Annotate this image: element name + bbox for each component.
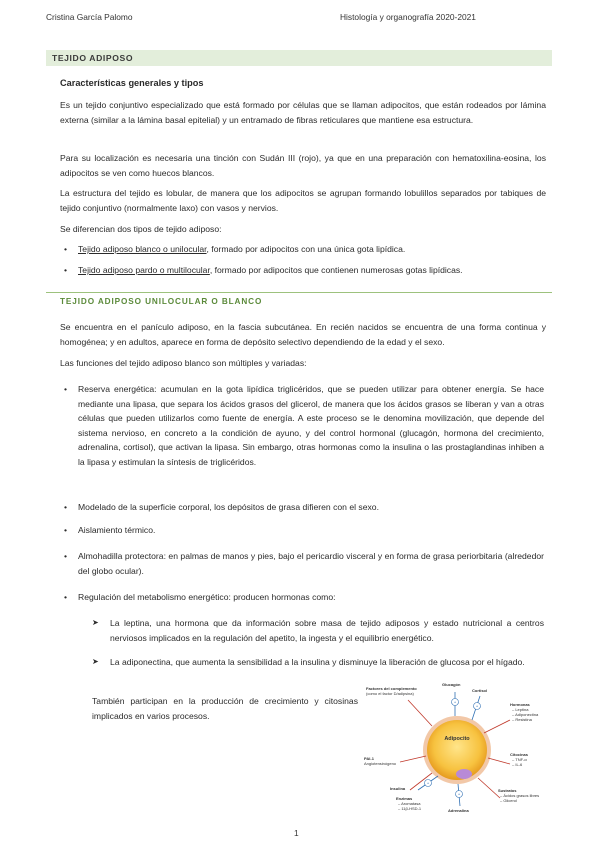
also-paragraph: También participan en la producción de crecimiento y citosinas implicados en varios procesos. xyxy=(92,696,358,721)
arrowhead-icon: ➤ xyxy=(92,618,99,627)
type-item xyxy=(64,263,544,278)
type-name: Tejido adiposo pardo o multilocular xyxy=(78,265,210,275)
arrowhead-icon: ➤ xyxy=(92,657,99,666)
label-hormonas: Hormonas xyxy=(510,702,530,707)
label-sustratos: Sustratos xyxy=(498,788,517,793)
type-item xyxy=(64,242,544,257)
intro-paragraph: Para su localización es necesaria una tinción con Sudán III (rojo), ya que en una preparación con hematoxilina-eosina, los adipocitos se ven como huecos blancos. xyxy=(60,153,546,178)
section-divider xyxy=(46,292,552,293)
section-title: TEJIDO ADIPOSO xyxy=(52,53,134,63)
plus-icon: + xyxy=(426,780,430,786)
figure-center-label: Adipocito xyxy=(444,736,470,742)
lipid-droplet xyxy=(427,720,487,780)
bullet-icon: • xyxy=(64,525,68,535)
hormone-item xyxy=(92,655,544,670)
function-item xyxy=(64,382,544,470)
unilocular-paragraph: Las funciones del tejido adiposo blanco son múltiples y variadas: xyxy=(60,358,307,368)
arrow-out xyxy=(478,778,500,798)
arrow-out xyxy=(408,700,432,726)
header-author: Cristina García Palomo xyxy=(46,12,133,22)
function-item xyxy=(64,590,544,605)
hormone-item xyxy=(92,616,544,645)
plus-icon: + xyxy=(475,703,479,709)
section-band xyxy=(46,50,552,66)
label-insulina: Insulina xyxy=(390,786,406,791)
arrow-out xyxy=(484,720,510,733)
function-text: Regulación del metabolismo energético: producen hormonas como: xyxy=(78,592,336,602)
adipocyte-figure xyxy=(360,678,550,816)
label-angio: Angiotensinógeno xyxy=(364,761,397,766)
intro-paragraph: La estructura del tejido es lobular, de manera que los adipocitos se agrupan formando lobulillos separados por tabiques de tejido conjuntivo (normalmente laxo) con vasos y nervios. xyxy=(60,188,546,213)
page-number: 1 xyxy=(294,828,299,838)
hormone-text: La adiponectina, que aumenta la sensibilidad a la insulina y disminuye la liberación de glucosa por el hígado. xyxy=(110,657,525,667)
unilocular-paragraph: Se encuentra en el panículo adiposo, en la fascia subcutánea. En recién nacidos se encuentra de una forma continua y homogénea; y en adultos, aparece en forma de depósito selectivo dependiendo de la edad y el sexo. xyxy=(60,322,546,347)
type-name: Tejido adiposo blanco o unilocular xyxy=(78,244,207,254)
bullet-icon: • xyxy=(64,551,68,561)
intro-paragraph: Es un tejido conjuntivo especializado que está formado por células que se llaman adipocitos, que están rodeados por lámina externa (similar a la lámina basal epitelial) y un entramado de fibras reticulares que mantiene esa estructura. xyxy=(60,100,546,125)
function-text: Modelado de la superficie corporal, los depósitos de grasa difieren con el sexo. xyxy=(78,502,379,512)
label-adrenalina: Adrenalina xyxy=(448,808,469,813)
arrow-out xyxy=(400,756,426,762)
plus-icon: + xyxy=(453,699,457,705)
function-text: Aislamiento térmico. xyxy=(78,525,156,535)
function-item xyxy=(64,500,544,515)
type-desc: , formado por adipocitos que contienen numerosas gotas lipídicas. xyxy=(209,265,463,275)
arrow-out xyxy=(488,758,510,764)
label-glucagon: Glucagón xyxy=(442,682,461,687)
subsection-title: TEJIDO ADIPOSO UNILOCULAR O BLANCO xyxy=(60,297,263,306)
label-h1: – Leptina xyxy=(512,707,529,712)
bullet-icon: • xyxy=(64,384,68,394)
label-pai: PAI-1 xyxy=(364,756,374,761)
label-e1: – Aromatasa xyxy=(398,801,421,806)
bullet-icon: • xyxy=(64,502,68,512)
function-item xyxy=(64,549,544,578)
label-s1: – Ácidos grasos libres xyxy=(500,793,540,798)
label-enzimas: Enzimas xyxy=(396,796,413,801)
bullet-icon: • xyxy=(64,265,68,275)
nucleus xyxy=(456,769,472,779)
label-c2: – IL-6 xyxy=(512,762,523,767)
label-c1: – TNF-α xyxy=(512,757,527,762)
function-text: Almohadilla protectora: en palmas de manos y pies, bajo el pericardio visceral y en forma de grasa periorbitaria (alrededor del globo ocular). xyxy=(78,551,544,576)
header-course: Histología y organografía 2020-2021 xyxy=(340,12,476,22)
label-citocinas: Citocinas xyxy=(510,752,529,757)
label-h2: – Adiponectina xyxy=(512,712,539,717)
label-s2: – Glicerol xyxy=(500,798,517,803)
bullet-icon: • xyxy=(64,244,68,254)
intro-paragraph: Se diferencian dos tipos de tejido adiposo: xyxy=(60,224,222,234)
type-desc: , formado por adipocitos con una única gota lipídica. xyxy=(206,244,406,254)
hormone-text: La leptina, una hormona que da información sobre masa de tejido adiposos y estado nutricional a centros nerviosos implicados en la regulación del apetito, la ingesta y el equilibrio energético. xyxy=(110,618,544,643)
label-complement: Factores del complemento xyxy=(366,686,417,691)
bullet-icon: • xyxy=(64,592,68,602)
function-item xyxy=(64,523,544,538)
label-complement-sub: (como el factor D/adipsina) xyxy=(366,691,414,696)
label-e2: – 11β-HSD-1 xyxy=(398,806,422,811)
label-cortisol: Cortisol xyxy=(472,688,488,693)
plus-icon: + xyxy=(457,791,461,797)
function-text: Reserva energética: acumulan en la gota lipídica triglicéridos, que se pueden utilizar para obtener energía. Se hace mediante una lipasa, que separa los ácidos grasos del glicerol, de manera que los ácidos grasos se liberan y van a otras células que pueden utilizarlos como fuente de energía. A este proceso se le denomina movilización, que depende del sistema nervioso, en concreto a la condición de ayuno, y del control hormonal (glucagón, hormona del crecimiento, adrenalina, cortisol), que activan la lipasa. Sin embargo, otras hormonas como la insulina o las prostaglandinas inhiben a la lipasa y estimulan la síntesis de triglicéridos. xyxy=(78,384,544,467)
section-subtitle: Características generales y tipos xyxy=(60,78,204,88)
label-h3: – Resistina xyxy=(512,717,532,722)
